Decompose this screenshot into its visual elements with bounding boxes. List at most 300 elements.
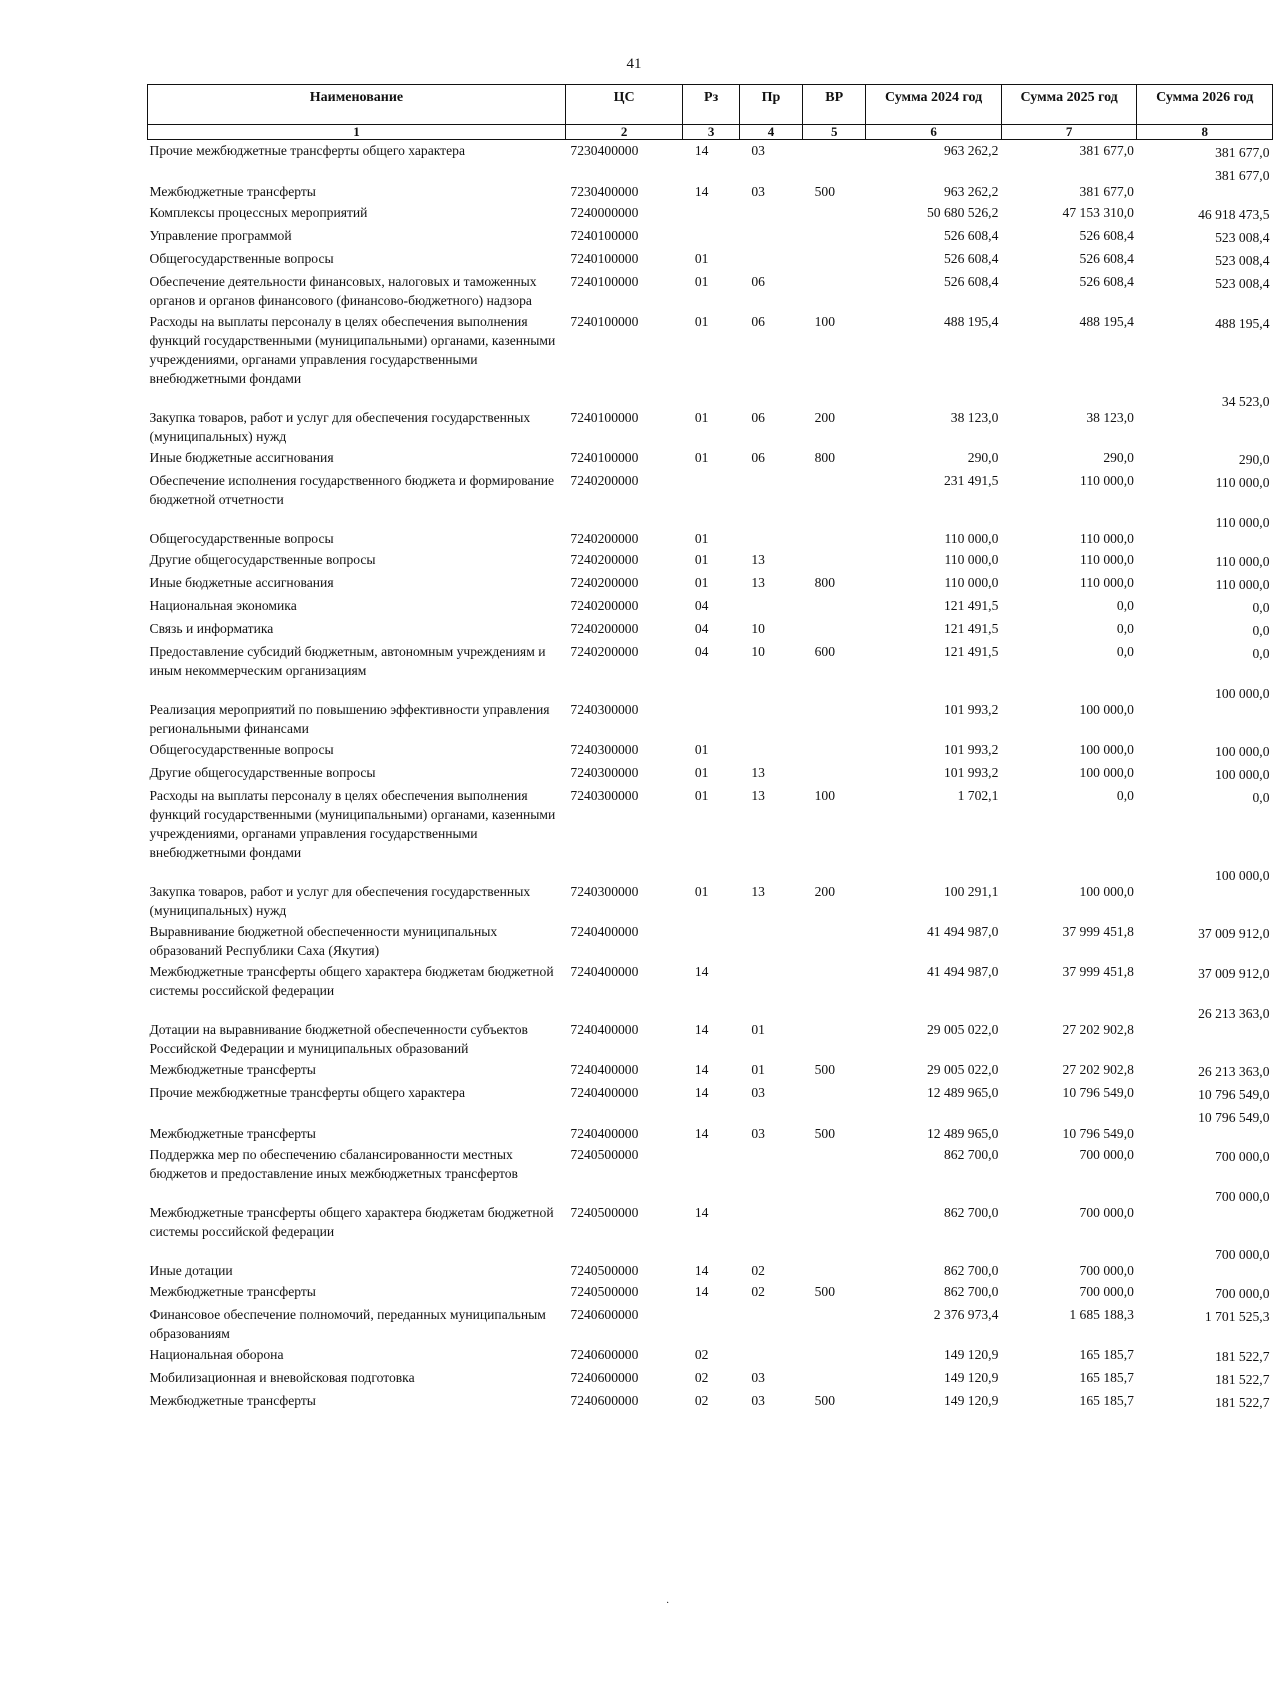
row-sum-2026: 523 008,4	[1215, 230, 1270, 245]
table-row	[148, 961, 1273, 1001]
row-vr	[803, 1304, 866, 1344]
row-name: Другие общегосударственные вопросы	[149, 552, 376, 567]
row-sum-2024: 101 993,2	[944, 765, 999, 780]
row-pr: 02	[751, 1263, 765, 1278]
row-rz: 14	[694, 143, 709, 158]
row-cs: 7240200000	[570, 644, 639, 659]
row-sum-2024: 101 993,2	[944, 702, 999, 717]
row-sum-2025: 0,0	[1116, 788, 1134, 803]
row-vr	[803, 618, 866, 641]
row-name: Связь и информатика	[149, 621, 274, 636]
row-vr: 800	[814, 575, 835, 590]
row-sum-2024: 121 491,5	[944, 644, 999, 659]
row-name: Национальная оборона	[149, 1347, 284, 1362]
row-sum-2025: 10 796 549,0	[1062, 1085, 1134, 1100]
row-sum-2026: 523 008,4	[1215, 276, 1270, 291]
row-cs: 7240200000	[570, 575, 639, 590]
row-rz: 14	[694, 184, 709, 199]
row-name: Иные дотации	[149, 1263, 233, 1278]
row-cs: 7240400000	[570, 1126, 639, 1141]
row-sum-2026: 0,0	[1252, 623, 1270, 638]
row-cs: 7240100000	[570, 228, 639, 243]
row-name: Закупка товаров, работ и услуг для обеспечения государственных (муниципальных) нужд	[149, 410, 531, 444]
row-name: Межбюджетные трансферты	[149, 1062, 316, 1077]
row-pr: 13	[751, 765, 765, 780]
page-number: 41	[626, 56, 642, 72]
row-cs: 7240300000	[570, 742, 639, 757]
table-row	[148, 595, 1273, 618]
header-rz: Рз	[683, 85, 739, 125]
row-sum-2026: 100 000,0	[1215, 744, 1270, 759]
row-cs: 7240600000	[570, 1370, 639, 1385]
row-vr	[803, 1001, 866, 1059]
row-rz: 01	[694, 274, 709, 289]
row-vr: 800	[814, 450, 835, 465]
row-vr	[803, 549, 866, 572]
row-pr: 03	[751, 1393, 765, 1408]
row-pr	[739, 1184, 802, 1242]
row-sum-2026: 110 000,0	[1215, 515, 1270, 530]
row-sum-2024: 1 702,1	[957, 788, 999, 803]
row-sum-2024: 149 120,9	[944, 1393, 999, 1408]
row-sum-2024: 862 700,0	[944, 1147, 999, 1162]
table-row	[148, 681, 1273, 739]
header-cs: ЦС	[565, 85, 682, 125]
row-cs: 7240600000	[570, 1393, 639, 1408]
row-pr	[739, 225, 802, 248]
row-vr	[803, 510, 866, 549]
row-sum-2026: 700 000,0	[1215, 1189, 1270, 1204]
table-row	[148, 311, 1273, 389]
row-pr: 03	[751, 184, 765, 199]
row-cs: 7240500000	[570, 1263, 639, 1278]
table-row	[148, 641, 1273, 681]
row-rz: 01	[694, 575, 709, 590]
row-pr: 10	[751, 621, 765, 636]
row-sum-2025: 700 000,0	[1079, 1205, 1134, 1220]
row-cs: 7240300000	[570, 702, 639, 717]
row-sum-2026: 100 000,0	[1215, 767, 1270, 782]
row-name: Выравнивание бюджетной обеспеченности муниципальных образований Республики Саха (Якутия)	[149, 924, 498, 958]
row-pr: 01	[751, 1022, 765, 1037]
row-sum-2025: 110 000,0	[1080, 473, 1134, 488]
row-sum-2024: 41 494 987,0	[927, 964, 999, 979]
row-sum-2025: 27 202 902,8	[1062, 1022, 1134, 1037]
table-row	[148, 618, 1273, 641]
table-row	[148, 510, 1273, 549]
row-sum-2025: 700 000,0	[1079, 1263, 1134, 1278]
row-vr	[803, 1367, 866, 1390]
row-pr: 03	[751, 1370, 765, 1385]
row-sum-2026: 110 000,0	[1215, 475, 1270, 490]
row-sum-2024: 12 489 965,0	[927, 1126, 999, 1141]
row-rz: 01	[694, 450, 709, 465]
row-pr: 01	[751, 1062, 765, 1077]
row-sum-2026: 700 000,0	[1215, 1286, 1270, 1301]
row-rz	[683, 921, 739, 961]
row-rz	[683, 202, 739, 225]
row-sum-2026: 488 195,4	[1215, 316, 1270, 331]
row-name: Реализация мероприятий по повышению эффективности управления региональными финансами	[149, 702, 550, 736]
row-vr	[803, 921, 866, 961]
row-vr: 500	[814, 184, 835, 199]
row-rz: 04	[694, 644, 709, 659]
row-sum-2026: 700 000,0	[1215, 1149, 1270, 1164]
table-row	[148, 1390, 1273, 1413]
row-rz	[683, 681, 739, 739]
row-rz	[683, 225, 739, 248]
row-sum-2025: 700 000,0	[1079, 1147, 1134, 1162]
table-row	[148, 225, 1273, 248]
table-row	[148, 140, 1273, 164]
row-sum-2024: 862 700,0	[944, 1263, 999, 1278]
row-pr	[739, 1344, 802, 1367]
row-pr: 03	[751, 1085, 765, 1100]
table-row	[148, 1344, 1273, 1367]
row-pr: 03	[751, 1126, 765, 1141]
row-vr	[803, 202, 866, 225]
row-sum-2026: 290,0	[1238, 452, 1270, 467]
row-sum-2024: 110 000,0	[944, 531, 999, 546]
row-name: Общегосударственные вопросы	[149, 742, 334, 757]
row-cs: 7240400000	[570, 1085, 639, 1100]
row-sum-2025: 37 999 451,8	[1062, 924, 1134, 939]
row-sum-2026: 46 918 473,5	[1198, 207, 1270, 222]
row-sum-2026: 110 000,0	[1215, 577, 1270, 592]
row-sum-2024: 526 608,4	[944, 274, 999, 289]
row-rz: 01	[694, 552, 709, 567]
row-cs: 7240100000	[570, 314, 639, 329]
row-sum-2025: 165 185,7	[1079, 1370, 1134, 1385]
row-pr	[739, 248, 802, 271]
row-vr: 500	[814, 1284, 835, 1299]
row-cs: 7240400000	[570, 1022, 639, 1037]
table-row	[148, 549, 1273, 572]
table-row	[148, 1059, 1273, 1082]
row-rz: 01	[694, 314, 709, 329]
row-rz: 14	[694, 1126, 709, 1141]
row-sum-2024: 526 608,4	[944, 228, 999, 243]
row-sum-2024: 100 291,1	[944, 884, 999, 899]
row-sum-2025: 100 000,0	[1079, 742, 1134, 757]
row-cs: 7240200000	[570, 598, 639, 613]
row-sum-2025: 1 685 188,3	[1069, 1307, 1134, 1322]
table-row	[148, 921, 1273, 961]
row-sum-2025: 526 608,4	[1079, 228, 1134, 243]
row-vr	[803, 1144, 866, 1184]
row-name: Управление программой	[149, 228, 292, 243]
row-sum-2024: 2 376 973,4	[933, 1307, 999, 1322]
row-rz: 01	[694, 531, 709, 546]
row-sum-2025: 290,0	[1103, 450, 1134, 465]
row-sum-2025: 381 677,0	[1079, 184, 1134, 199]
column-number: 8	[1137, 125, 1273, 140]
row-pr	[739, 510, 802, 549]
row-vr: 100	[814, 788, 835, 803]
row-sum-2025: 0,0	[1116, 598, 1134, 613]
table-row	[148, 1001, 1273, 1059]
table-row	[148, 762, 1273, 785]
row-sum-2024: 862 700,0	[944, 1205, 999, 1220]
row-pr: 10	[751, 644, 765, 659]
header-sum-2024: Сумма 2024 год	[866, 85, 1002, 125]
row-cs: 7240200000	[570, 473, 639, 488]
row-vr: 500	[814, 1062, 835, 1077]
row-sum-2024: 29 005 022,0	[927, 1062, 999, 1077]
header-sum-2025: Сумма 2025 год	[1001, 85, 1137, 125]
row-pr: 03	[751, 143, 765, 158]
column-number: 5	[803, 125, 866, 140]
row-vr	[803, 248, 866, 271]
row-sum-2025: 0,0	[1116, 621, 1134, 636]
row-sum-2024: 121 491,5	[944, 621, 999, 636]
table-header-row	[148, 85, 1273, 125]
table-row	[148, 785, 1273, 863]
row-cs: 7240500000	[570, 1284, 639, 1299]
header-pr: Пр	[739, 85, 802, 125]
row-name: Национальная экономика	[149, 598, 297, 613]
row-sum-2025: 165 185,7	[1079, 1347, 1134, 1362]
row-pr: 13	[751, 788, 765, 803]
table-row	[148, 1242, 1273, 1281]
row-rz	[683, 1304, 739, 1344]
row-sum-2026: 523 008,4	[1215, 253, 1270, 268]
row-name: Комплексы процессных мероприятий	[149, 205, 368, 220]
table-row	[148, 447, 1273, 470]
row-sum-2025: 100 000,0	[1079, 765, 1134, 780]
row-sum-2025: 526 608,4	[1079, 274, 1134, 289]
column-number: 1	[148, 125, 566, 140]
row-rz: 04	[694, 598, 709, 613]
row-pr: 13	[751, 575, 765, 590]
row-sum-2025: 38 123,0	[1086, 410, 1134, 425]
row-name: Закупка товаров, работ и услуг для обеспечения государственных (муниципальных) нужд	[149, 884, 531, 918]
row-cs: 7240400000	[570, 1062, 639, 1077]
row-sum-2024: 149 120,9	[944, 1370, 999, 1385]
row-sum-2024: 110 000,0	[944, 575, 999, 590]
row-pr: 06	[751, 410, 765, 425]
row-pr: 06	[751, 274, 765, 289]
row-vr: 200	[814, 410, 835, 425]
table-row	[148, 1184, 1273, 1242]
row-name: Межбюджетные трансферты общего характера бюджетам бюджетной системы российской федерации	[149, 1205, 554, 1239]
row-name: Мобилизационная и вневойсковая подготовка	[149, 1370, 415, 1385]
row-rz: 01	[694, 884, 709, 899]
header-name: Наименование	[148, 85, 566, 125]
row-vr	[803, 1242, 866, 1281]
row-sum-2026: 181 522,7	[1215, 1395, 1270, 1410]
row-name: Межбюджетные трансферты	[149, 184, 316, 199]
row-cs: 7240100000	[570, 410, 639, 425]
row-sum-2025: 110 000,0	[1080, 552, 1134, 567]
row-pr	[739, 470, 802, 510]
row-sum-2025: 10 796 549,0	[1062, 1126, 1134, 1141]
row-sum-2025: 110 000,0	[1080, 575, 1134, 590]
row-vr: 100	[814, 314, 835, 329]
row-cs: 7240000000	[570, 205, 639, 220]
row-sum-2024: 38 123,0	[950, 410, 999, 425]
row-cs: 7240500000	[570, 1147, 639, 1162]
table-body	[148, 140, 1273, 1414]
row-sum-2026: 110 000,0	[1215, 554, 1270, 569]
row-vr	[803, 961, 866, 1001]
row-sum-2026: 100 000,0	[1215, 868, 1270, 883]
row-rz: 02	[694, 1370, 709, 1385]
row-name: Межбюджетные трансферты	[149, 1284, 316, 1299]
row-cs: 7240400000	[570, 964, 639, 979]
row-sum-2024: 526 608,4	[944, 251, 999, 266]
row-sum-2026: 700 000,0	[1215, 1247, 1270, 1262]
row-sum-2024: 29 005 022,0	[927, 1022, 999, 1037]
row-sum-2025: 0,0	[1116, 644, 1134, 659]
row-rz: 04	[694, 621, 709, 636]
row-cs: 7240200000	[570, 531, 639, 546]
table-row	[148, 1105, 1273, 1144]
row-name: Поддержка мер по обеспечению сбалансированности местных бюджетов и предоставление иных межбюджетных трансфертов	[149, 1147, 518, 1181]
row-sum-2024: 110 000,0	[944, 552, 999, 567]
row-name: Расходы на выплаты персоналу в целях обеспечения выполнения функций государственными (муниципальными) органами, казенными учреждениями, органами управления государственными внебюджетными фондами	[149, 314, 556, 386]
table-row	[148, 202, 1273, 225]
row-sum-2024: 12 489 965,0	[927, 1085, 999, 1100]
row-rz: 14	[694, 1085, 709, 1100]
row-sum-2026: 181 522,7	[1215, 1372, 1270, 1387]
row-rz	[683, 470, 739, 510]
row-rz: 14	[694, 1022, 709, 1037]
row-rz	[683, 1144, 739, 1184]
row-rz: 01	[694, 742, 709, 757]
row-rz: 01	[694, 410, 709, 425]
row-vr	[803, 681, 866, 739]
row-sum-2026: 37 009 912,0	[1198, 966, 1270, 981]
row-sum-2024: 101 993,2	[944, 742, 999, 757]
row-name: Дотации на выравнивание бюджетной обеспеченности субъектов Российской Федерации и муниципальных образований	[149, 1022, 528, 1056]
row-name: Межбюджетные трансферты	[149, 1393, 316, 1408]
row-pr	[739, 595, 802, 618]
row-sum-2026: 0,0	[1252, 600, 1270, 615]
row-pr	[739, 681, 802, 739]
row-name: Общегосударственные вопросы	[149, 531, 334, 546]
row-sum-2024: 50 680 526,2	[927, 205, 999, 220]
row-sum-2025: 165 185,7	[1079, 1393, 1134, 1408]
row-cs: 7240200000	[570, 621, 639, 636]
row-vr	[803, 470, 866, 510]
row-sum-2024: 862 700,0	[944, 1284, 999, 1299]
row-name: Межбюджетные трансферты общего характера бюджетам бюджетной системы российской федерации	[149, 964, 554, 998]
row-cs: 7240100000	[570, 251, 639, 266]
row-sum-2024: 290,0	[967, 450, 999, 465]
table-row	[148, 1144, 1273, 1184]
row-rz: 01	[694, 251, 709, 266]
row-rz: 14	[694, 1263, 709, 1278]
row-sum-2025: 526 608,4	[1079, 251, 1134, 266]
row-cs: 7240600000	[570, 1347, 639, 1362]
row-sum-2026: 1 701 525,3	[1204, 1309, 1270, 1324]
row-pr: 06	[751, 450, 765, 465]
row-cs: 7240400000	[570, 924, 639, 939]
row-pr	[739, 961, 802, 1001]
row-name: Прочие межбюджетные трансферты общего характера	[149, 1085, 465, 1100]
footer-mark: ·	[666, 1598, 670, 1609]
column-number: 2	[565, 125, 682, 140]
row-rz: 02	[694, 1393, 709, 1408]
row-vr	[803, 1184, 866, 1242]
row-rz: 01	[694, 788, 709, 803]
row-sum-2024: 963 262,2	[944, 184, 999, 199]
row-sum-2024: 121 491,5	[944, 598, 999, 613]
row-sum-2024: 231 491,5	[944, 473, 999, 488]
row-cs: 7240300000	[570, 788, 639, 803]
row-cs: 7240600000	[570, 1307, 639, 1322]
row-sum-2026: 0,0	[1252, 790, 1270, 805]
table-row	[148, 248, 1273, 271]
row-pr	[739, 202, 802, 225]
table-row	[148, 389, 1273, 447]
row-sum-2025: 381 677,0	[1079, 143, 1134, 158]
row-sum-2026: 181 522,7	[1215, 1349, 1270, 1364]
row-vr	[803, 140, 866, 164]
row-sum-2026: 100 000,0	[1215, 686, 1270, 701]
row-vr	[803, 1344, 866, 1367]
row-vr	[803, 595, 866, 618]
row-sum-2026: 37 009 912,0	[1198, 926, 1270, 941]
row-vr	[803, 762, 866, 785]
row-sum-2026: 34 523,0	[1221, 394, 1270, 409]
row-vr	[803, 271, 866, 311]
row-cs: 7240300000	[570, 884, 639, 899]
row-sum-2025: 100 000,0	[1079, 702, 1134, 717]
row-name: Межбюджетные трансферты	[149, 1126, 316, 1141]
row-sum-2025: 100 000,0	[1079, 884, 1134, 899]
row-sum-2025: 700 000,0	[1079, 1284, 1134, 1299]
row-name: Иные бюджетные ассигнования	[149, 575, 334, 590]
table-row	[148, 863, 1273, 921]
table-row	[148, 1367, 1273, 1390]
row-rz: 01	[694, 765, 709, 780]
row-sum-2025: 488 195,4	[1079, 314, 1134, 329]
row-name: Обеспечение деятельности финансовых, налоговых и таможенных органов и органов финансового (финансово-бюджетного) надзора	[149, 274, 537, 308]
row-vr: 200	[814, 884, 835, 899]
row-rz: 14	[694, 964, 709, 979]
column-number: 7	[1001, 125, 1137, 140]
row-vr: 500	[814, 1126, 835, 1141]
row-sum-2025: 27 202 902,8	[1062, 1062, 1134, 1077]
row-sum-2024: 41 494 987,0	[927, 924, 999, 939]
row-vr	[803, 739, 866, 762]
row-pr	[739, 921, 802, 961]
row-name: Иные бюджетные ассигнования	[149, 450, 334, 465]
row-sum-2026: 10 796 549,0	[1198, 1110, 1270, 1125]
row-sum-2026: 381 677,0	[1215, 168, 1270, 183]
row-pr: 02	[751, 1284, 765, 1299]
row-cs: 7230400000	[570, 143, 639, 158]
row-sum-2026: 0,0	[1252, 646, 1270, 661]
row-name: Расходы на выплаты персоналу в целях обеспечения выполнения функций государственными (муниципальными) органами, казенными учреждениями, органами управления государственными внебюджетными фондами	[149, 788, 556, 860]
table-row	[148, 1281, 1273, 1304]
row-name: Обеспечение исполнения государственного бюджета и формирование бюджетной отчетности	[149, 473, 555, 507]
row-pr	[739, 1304, 802, 1344]
table-row	[148, 1304, 1273, 1344]
budget-table	[147, 84, 1273, 1413]
row-name: Финансовое обеспечение полномочий, переданных муниципальным образованиям	[149, 1307, 546, 1341]
row-name: Прочие межбюджетные трансферты общего характера	[149, 143, 465, 158]
row-sum-2024: 149 120,9	[944, 1347, 999, 1362]
row-cs: 7240200000	[570, 552, 639, 567]
row-name: Предоставление субсидий бюджетным, автономным учреждениям и иным некоммерческим организациям	[149, 644, 546, 678]
table-row	[148, 1082, 1273, 1105]
row-name: Общегосударственные вопросы	[149, 251, 334, 266]
table-row	[148, 739, 1273, 762]
row-pr	[739, 739, 802, 762]
